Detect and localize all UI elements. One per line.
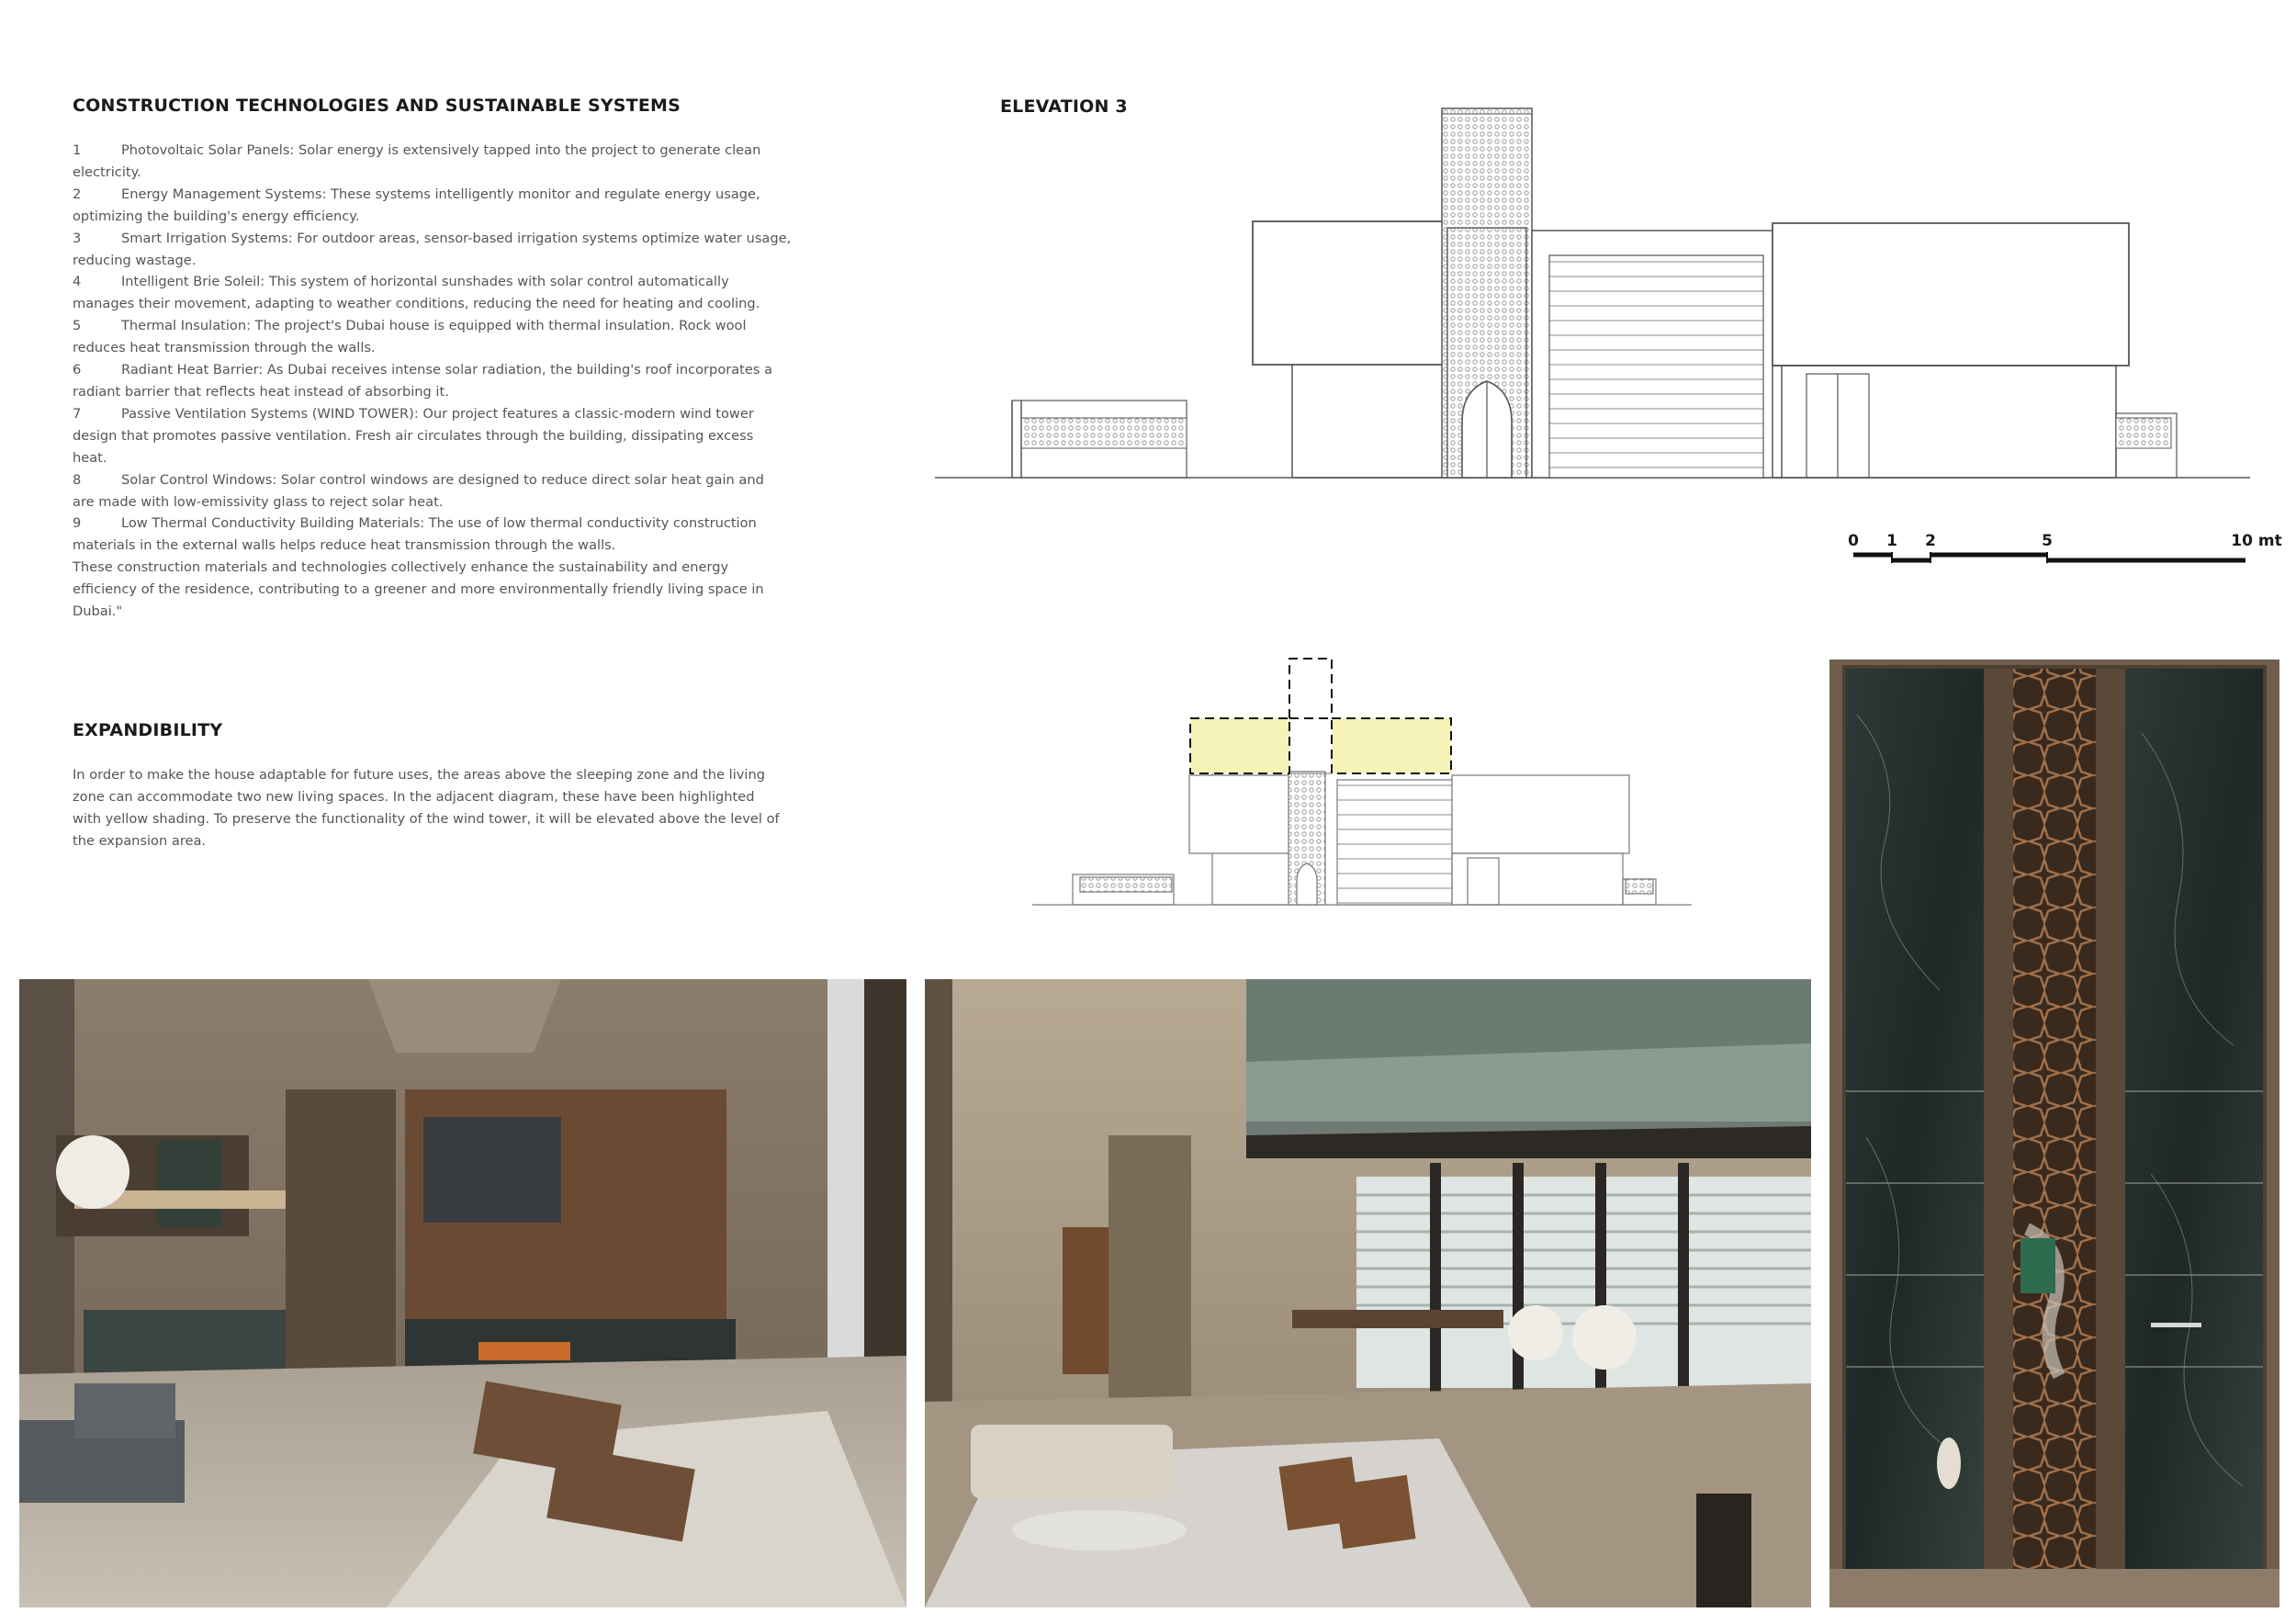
- list-item: 3 Smart Irrigation Systems: For outdoor areas, sensor-based irrigation systems optimize water usage,: [73, 230, 792, 246]
- list-item-cont: materials in the external walls helps reduce heat transmission through the walls.: [73, 537, 616, 554]
- wind-tower-stair-render: [1829, 660, 2279, 1607]
- list-item-cont: reducing wastage.: [73, 252, 197, 268]
- list-item-cont: design that promotes passive ventilation. Fresh air circulates through the building, dissipating excess: [73, 427, 754, 444]
- paragraph-line: zone can accommodate two new living spaces. In the adjacent diagram, these have been highlighted: [73, 788, 755, 805]
- scale-label-5: 5: [2042, 532, 2053, 550]
- expansion-diagram: [1029, 654, 1708, 911]
- scale-label-1: 1: [1886, 532, 1897, 550]
- list-item: 6 Radiant Heat Barrier: As Dubai receives intense solar radiation, the building's roof incorporates a: [73, 362, 773, 378]
- expandibility-heading: EXPANDIBILITY: [73, 720, 223, 740]
- list-item-cont: reduces heat transmission through the walls.: [73, 340, 376, 356]
- paragraph-line: with yellow shading. To preserve the functionality of the wind tower, it will be elevated above the level of: [73, 810, 780, 827]
- scale-bar: [1841, 525, 2282, 571]
- list-item-cont: are made with low-emissivity glass to reject solar heat.: [73, 493, 444, 510]
- list-item: 7 Passive Ventilation Systems (WIND TOWER): Our project features a classic-modern wind tower: [73, 405, 754, 422]
- list-item: 5 Thermal Insulation: The project's Dubai house is equipped with thermal insulation. Rock wool: [73, 318, 747, 334]
- expansion-zones: [1190, 659, 1451, 773]
- kitchen-living-render: [19, 979, 906, 1607]
- list-item: 2 Energy Management Systems: These systems intelligently monitor and regulate energy usage,: [73, 186, 760, 202]
- scale-label-2: 2: [1925, 532, 1936, 550]
- closing-line: These construction materials and technologies collectively enhance the sustainability and energy: [73, 559, 729, 576]
- list-item: 9 Low Thermal Conductivity Building Materials: The use of low thermal conductivity construction: [73, 515, 757, 532]
- list-item: 1 Photovoltaic Solar Panels: Solar energy is extensively tapped into the project to generate clean: [73, 142, 761, 158]
- sustainability-list: [73, 140, 881, 623]
- scale-label-10: 10 mt: [2231, 532, 2282, 550]
- list-item-cont: radiant barrier that reflects heat instead of absorbing it.: [73, 383, 449, 400]
- closing-line: efficiency of the residence, contributing to a greener and more environmentally friendly living space in: [73, 581, 764, 598]
- elevation-drawing: [928, 101, 2259, 487]
- expandibility-text: [73, 764, 881, 852]
- list-item-cont: electricity.: [73, 164, 141, 180]
- closing-line: Dubai.": [73, 603, 123, 620]
- paragraph-line: the expansion area.: [73, 832, 207, 849]
- list-item: 4 Intelligent Brie Soleil: This system of horizontal sunshades with solar control automatically: [73, 274, 729, 290]
- list-item-cont: heat.: [73, 449, 107, 466]
- paragraph-line: In order to make the house adaptable for future uses, the areas above the sleeping zone and the living: [73, 767, 765, 783]
- double-height-living-render: [925, 979, 1811, 1607]
- list-item: 8 Solar Control Windows: Solar control windows are designed to reduce direct solar heat gain and: [73, 471, 764, 488]
- elevation-title: ELEVATION 3: [1000, 96, 1128, 117]
- sustainability-heading: CONSTRUCTION TECHNOLOGIES AND SUSTAINABLE SYSTEMS: [73, 96, 681, 116]
- list-item-cont: manages their movement, adapting to weather conditions, reducing the need for heating and cooling.: [73, 296, 760, 312]
- scale-label-0: 0: [1848, 532, 1859, 550]
- list-item-cont: optimizing the building's energy efficiency.: [73, 208, 360, 224]
